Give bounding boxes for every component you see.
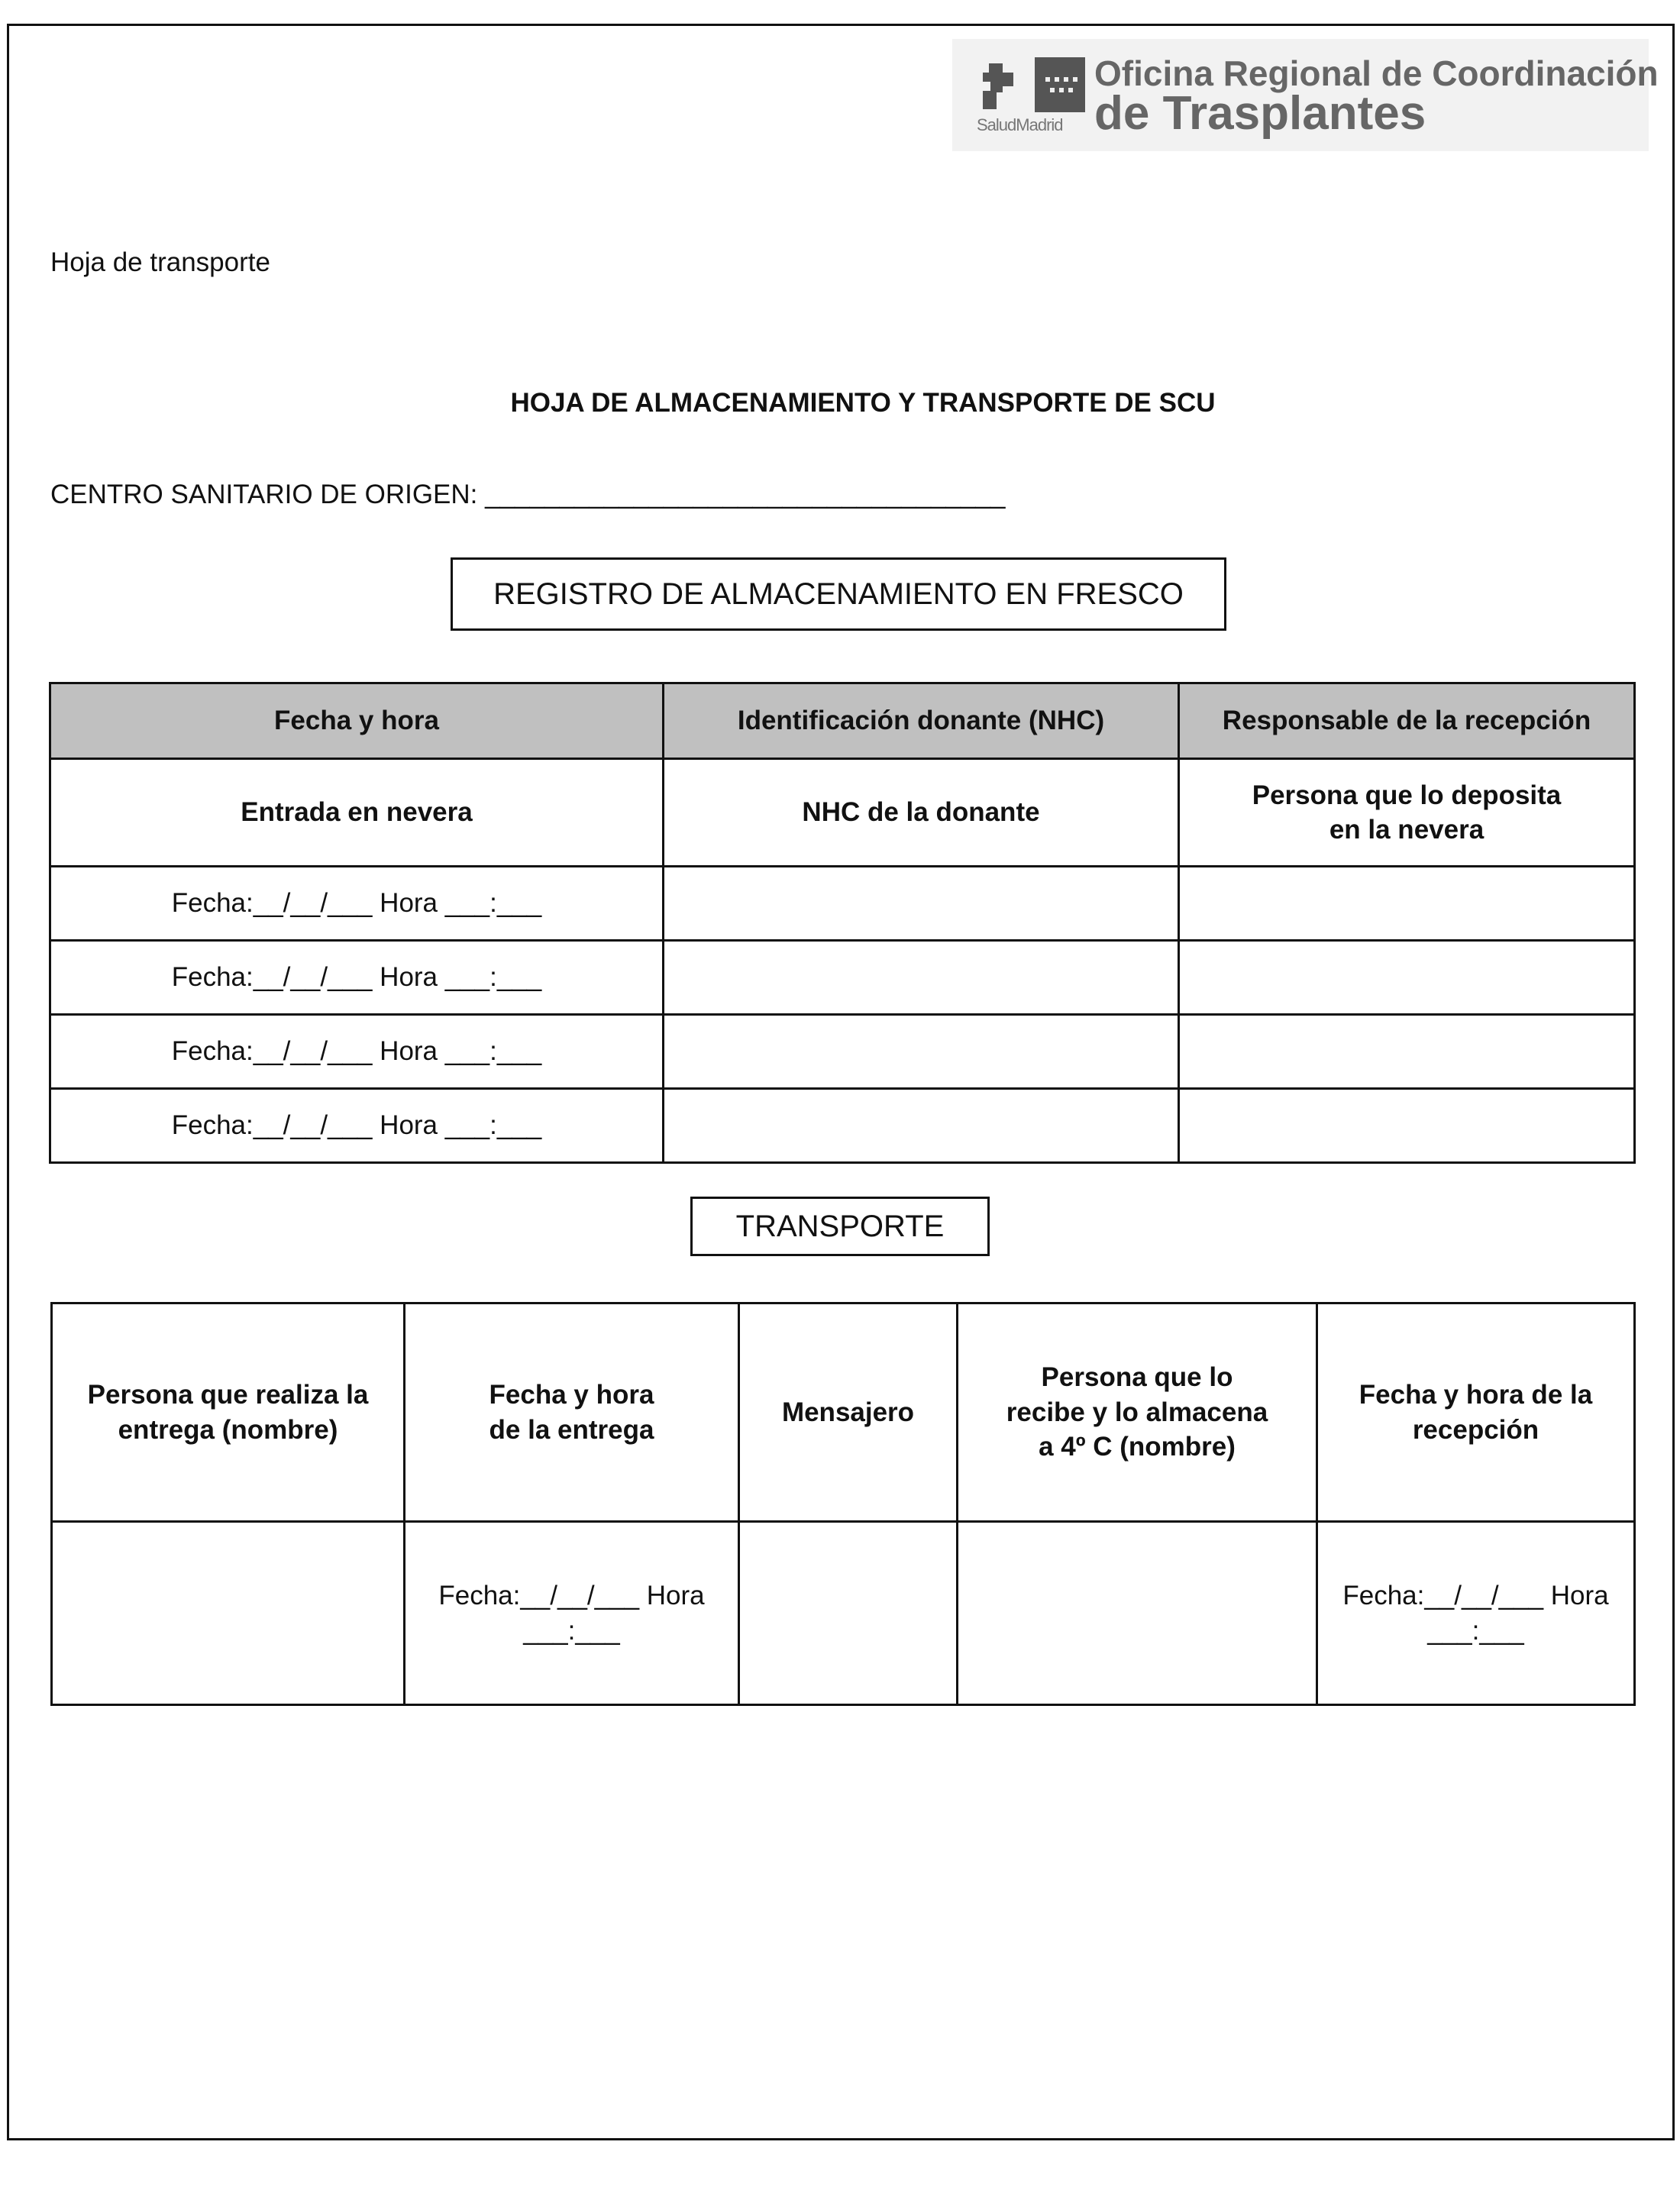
storage-section-heading: REGISTRO DE ALMACENAMIENTO EN FRESCO [451,557,1226,631]
subheader-cell: NHC de la donante [664,759,1179,867]
date-time-field[interactable]: Fecha:__/__/___ Hora ___:___ [50,941,664,1015]
document-label: Hoja de transporte [50,247,270,277]
responsible-field[interactable] [1179,867,1635,941]
salud-madrid-logo-icon [981,56,1088,115]
responsible-field[interactable] [1179,1089,1635,1163]
receiver-field[interactable] [958,1522,1317,1705]
column-header: Fecha y hora [50,683,664,759]
table-row [52,1522,1635,1705]
table-subheader-row [50,759,1635,867]
organization-logo [952,39,1659,151]
table-row [50,1089,1635,1163]
table-row [50,867,1635,941]
column-header: Persona que lo recibe y lo almacena a 4º C (nombre) [958,1303,1317,1522]
column-header: Fecha y hora de la recepción [1317,1303,1635,1522]
delivery-person-field[interactable] [52,1522,405,1705]
origin-center-field: CENTRO SANITARIO DE ORIGEN: ___________________________________ [50,480,1006,509]
reception-date-time-field[interactable]: Fecha:__/__/___ Hora ___:___ [1317,1522,1635,1705]
date-time-field[interactable]: Fecha:__/__/___ Hora ___:___ [50,867,664,941]
table-row [50,1015,1635,1089]
table-header-row [52,1303,1635,1522]
date-time-field[interactable]: Fecha:__/__/___ Hora ___:___ [50,1089,664,1163]
nhc-field[interactable] [664,941,1179,1015]
responsible-field[interactable] [1179,941,1635,1015]
nhc-field[interactable] [664,1015,1179,1089]
transport-table [50,1302,1636,1706]
nhc-field[interactable] [664,1089,1179,1163]
subheader-cell: Entrada en nevera [50,759,664,867]
delivery-date-time-field[interactable]: Fecha:__/__/___ Hora ___:___ [405,1522,739,1705]
page-title: HOJA DE ALMACENAMIENTO Y TRANSPORTE DE SCU [510,388,1216,418]
nhc-field[interactable] [664,867,1179,941]
column-header: Persona que realiza la entrega (nombre) [52,1303,405,1522]
column-header: Responsable de la recepción [1179,683,1635,759]
subheader-cell: Persona que lo deposita en la nevera [1179,759,1635,867]
transport-section-heading: TRANSPORTE [690,1197,990,1256]
date-time-field[interactable]: Fecha:__/__/___ Hora ___:___ [50,1015,664,1089]
table-header-row [50,683,1635,759]
logo-line-1: Oficina Regional de Coordinación [1094,53,1659,93]
messenger-field[interactable] [739,1522,958,1705]
responsible-field[interactable] [1179,1015,1635,1089]
table-row [50,941,1635,1015]
logo-brand: SaludMadrid [977,115,1063,134]
column-header: Fecha y hora de la entrega [405,1303,739,1522]
column-header: Mensajero [739,1303,958,1522]
column-header: Identificación donante (NHC) [664,683,1179,759]
storage-table [49,682,1636,1164]
logo-line-2: de Trasplantes [1094,87,1426,140]
